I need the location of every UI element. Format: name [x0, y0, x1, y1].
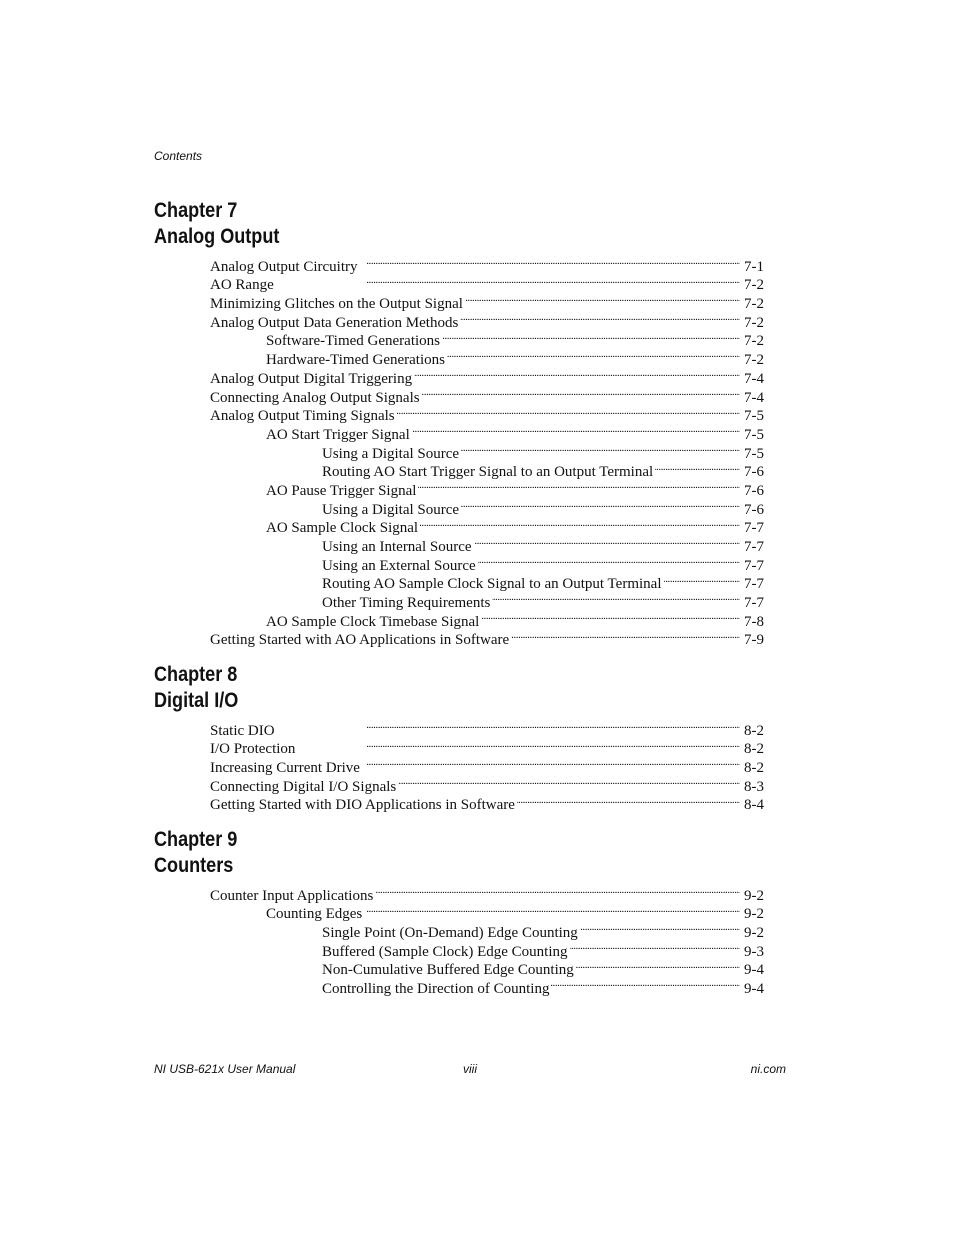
toc-entry[interactable]: AO Sample Clock Timebase Signal . . . 7-8: [154, 607, 764, 626]
footer-page-number: viii: [463, 1062, 477, 1076]
running-header: Contents: [154, 149, 203, 163]
toc-entry-list: [154, 252, 764, 649]
chapter-title: Counters: [154, 854, 234, 877]
toc-entry[interactable]: Buffered (Sample Clock) Edge Counting . . . 9-3: [154, 937, 764, 956]
toc-entry[interactable]: Other Timing Requirements . . . 7-7: [154, 588, 764, 607]
toc-entry[interactable]: Increasing Current Drive . . . 8-2: [154, 753, 764, 772]
toc-entry[interactable]: Getting Started with DIO Applications in Software . . . 8-4: [154, 791, 764, 810]
toc-entry[interactable]: Minimizing Glitches on the Output Signal . . . 7-2: [154, 289, 764, 308]
toc-entry[interactable]: AO Start Trigger Signal . . . 7-5: [154, 420, 764, 439]
footer-manual-title: NI USB-621x User Manual: [154, 1062, 296, 1076]
toc-entry[interactable]: Using an External Source . . . 7-7: [154, 551, 764, 570]
toc-entry[interactable]: Analog Output Digital Triggering . . . 7-4: [154, 364, 764, 383]
toc-entry[interactable]: AO Pause Trigger Signal . . . 7-6: [154, 476, 764, 495]
chapter-title: Digital I/O: [154, 689, 239, 712]
toc-entry[interactable]: I/O Protection . . . 8-2: [154, 735, 764, 754]
chapter-title: Analog Output: [154, 225, 280, 248]
toc-entry[interactable]: Analog Output Circuitry . . . 7-1: [154, 252, 764, 271]
toc-entry-list: [154, 716, 764, 814]
toc-entry[interactable]: Analog Output Data Generation Methods . . . 7-2: [154, 308, 764, 327]
toc-entry[interactable]: Controlling the Direction of Counting . . . 9-4: [154, 974, 764, 993]
toc-entry[interactable]: Counting Edges . . . 9-2: [154, 900, 764, 919]
toc-entry[interactable]: Routing AO Sample Clock Signal to an Output Terminal . . . 7-7: [154, 570, 764, 589]
toc-entry[interactable]: Connecting Analog Output Signals . . . 7-4: [154, 383, 764, 402]
toc-entry[interactable]: Getting Started with AO Applications in Software . . . 7-9: [154, 626, 764, 645]
toc-entry[interactable]: Hardware-Timed Generations . . . 7-2: [154, 345, 764, 364]
chapter-label: Chapter 7: [154, 199, 238, 222]
toc-entry[interactable]: Using an Internal Source . . . 7-7: [154, 532, 764, 551]
chapter-label: Chapter 9: [154, 828, 238, 851]
toc-entry[interactable]: AO Range . . . 7-2: [154, 271, 764, 290]
toc-entry[interactable]: Using a Digital Source . . . 7-6: [154, 495, 764, 514]
toc-entry[interactable]: Software-Timed Generations . . . 7-2: [154, 327, 764, 346]
toc-entry[interactable]: Non-Cumulative Buffered Edge Counting . . . 9-4: [154, 956, 764, 975]
toc-entry[interactable]: Connecting Digital I/O Signals . . . 8-3: [154, 772, 764, 791]
toc-entry[interactable]: Routing AO Start Trigger Signal to an Output Terminal . . . 7-6: [154, 458, 764, 477]
toc-entry[interactable]: Static DIO . . . 8-2: [154, 716, 764, 735]
toc-entry-list: [154, 881, 764, 998]
toc-entry[interactable]: Using a Digital Source . . . 7-5: [154, 439, 764, 458]
toc-entry[interactable]: Analog Output Timing Signals . . . 7-5: [154, 402, 764, 421]
chapter-label: Chapter 8: [154, 663, 238, 686]
chapter-8-section: [154, 662, 764, 814]
chapter-9-section: [154, 827, 764, 998]
footer-website: ni.com: [750, 1062, 786, 1076]
toc-entry[interactable]: Counter Input Applications . . . 9-2: [154, 881, 764, 900]
toc-entry[interactable]: Single Point (On-Demand) Edge Counting . . . 9-2: [154, 918, 764, 937]
chapter-7-section: [154, 198, 764, 649]
toc-entry[interactable]: AO Sample Clock Signal . . . 7-7: [154, 514, 764, 533]
